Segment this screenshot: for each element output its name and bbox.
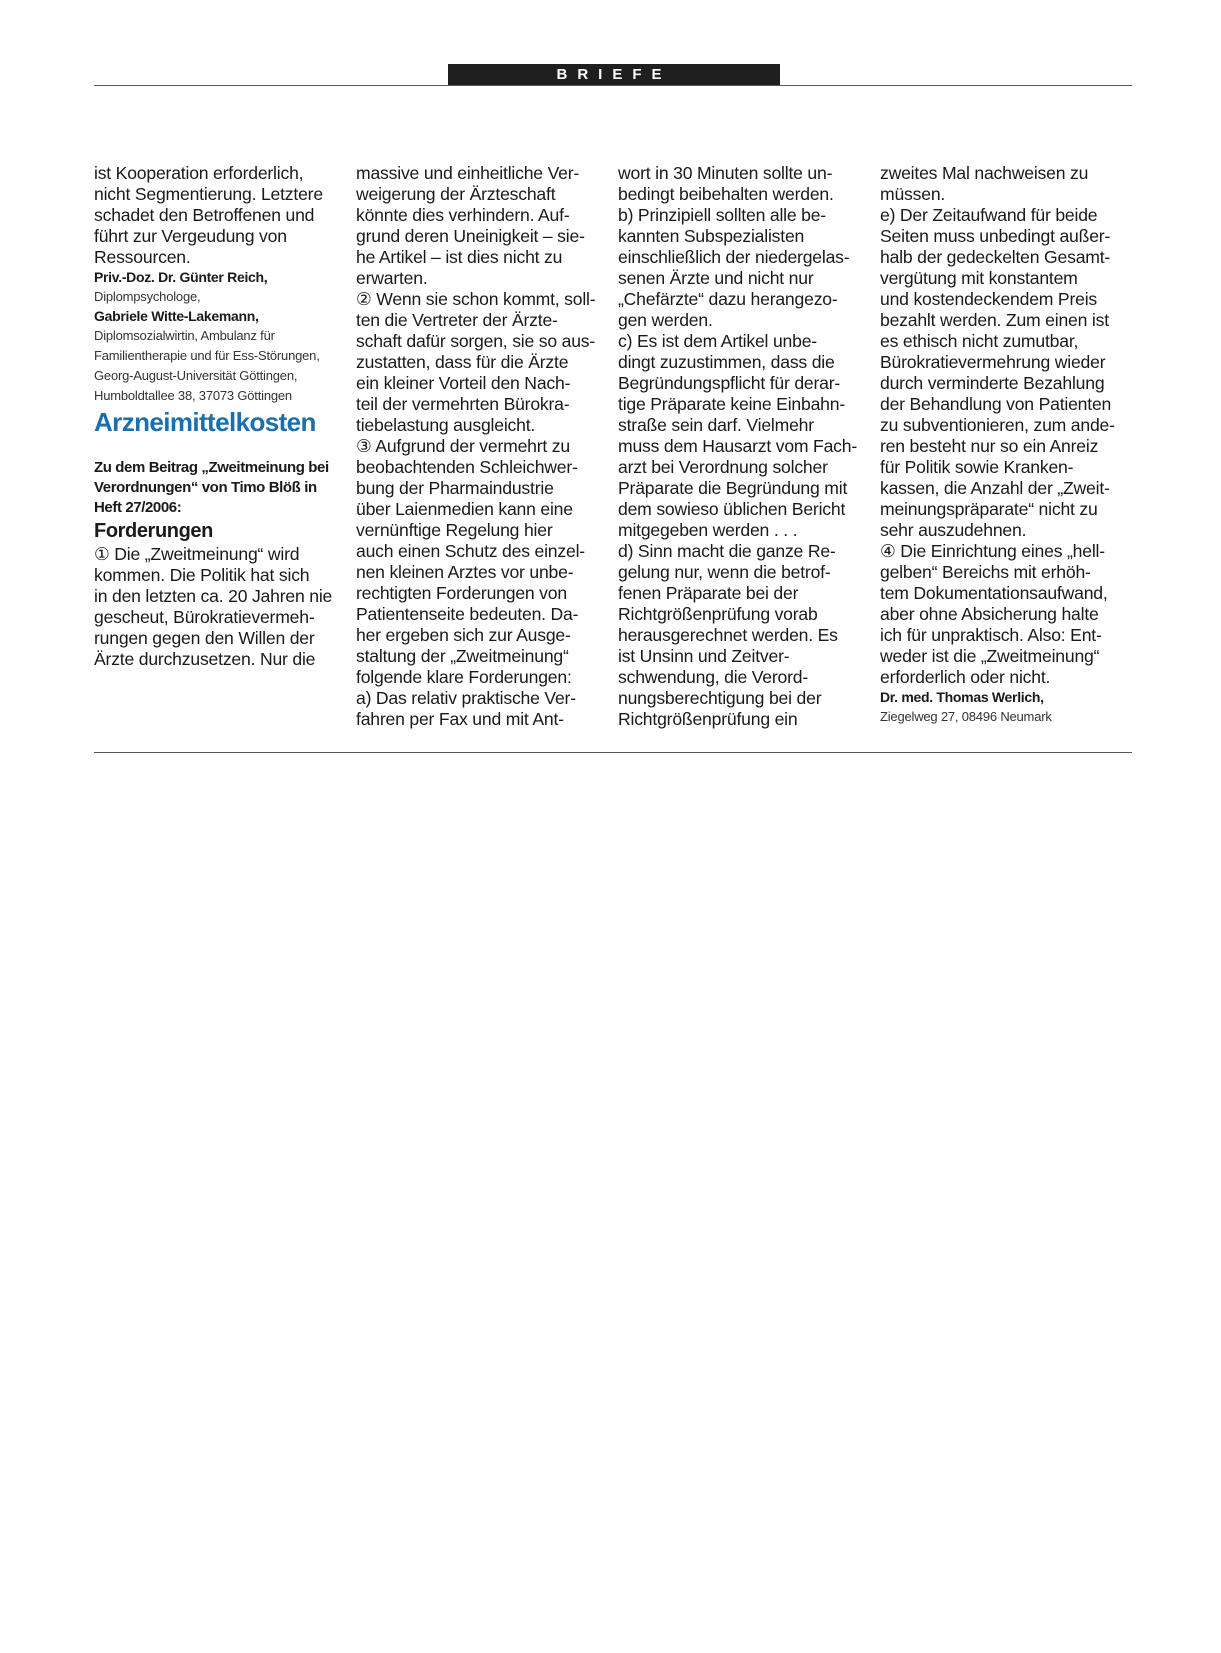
text-line: Präparate die Begründung mit (618, 478, 848, 498)
text-line: erwarten. (356, 268, 428, 288)
text-line: a) Das relativ praktische Ver- (356, 688, 576, 708)
header-rule (94, 85, 1132, 86)
text-line: über Laienmedien kann eine (356, 499, 573, 519)
signature-name: Priv.-Doz. Dr. Günter Reich, (94, 269, 268, 285)
text-line: ④ Die Einrichtung eines „hell- (880, 541, 1105, 561)
text-line: tiebelastung ausgleicht. (356, 415, 536, 435)
text-line: e) Der Zeitaufwand für beide (880, 205, 1098, 225)
signature-role: Diplompsychologe, (94, 289, 201, 304)
column-1 (94, 163, 344, 670)
text-line: fenen Präparate bei der (618, 583, 799, 603)
text-line: d) Sinn macht die ganze Re- (618, 541, 836, 561)
text-line: kommen. Die Politik hat sich (94, 565, 310, 585)
column-2 (356, 163, 606, 730)
reference-line: Verordnungen“ von Timo Blöß in (94, 479, 317, 496)
signature-address-line: Familientherapie und für Ess-Störungen, (94, 348, 320, 363)
text-line: staltung der „Zweitmeinung“ (356, 646, 569, 666)
text-line: gescheut, Bürokratievermeh- (94, 607, 315, 627)
column-4 (880, 163, 1130, 727)
text-line: Richtgrößenprüfung vorab (618, 604, 818, 624)
text-line: bezahlt werden. Zum einen ist (880, 310, 1109, 330)
text-line: arzt bei Verordnung solcher (618, 457, 828, 477)
reference-line: Heft 27/2006: (94, 499, 182, 516)
bottom-rule (94, 752, 1132, 753)
signature-address-line: Diplomsozialwirtin, Ambulanz für (94, 328, 275, 343)
text-line: weigerung der Ärzteschaft (356, 184, 556, 204)
text-line: herausgerechnet werden. Es (618, 625, 838, 645)
text-line: tem Dokumentationsaufwand, (880, 583, 1108, 603)
text-line: aber ohne Absicherung halte (880, 604, 1099, 624)
reference-line: Zu dem Beitrag „Zweitmeinung bei (94, 459, 329, 476)
text-line: b) Prinzipiell sollten alle be- (618, 205, 826, 225)
section-tag: BRIEFE (448, 64, 780, 85)
text-line: zu subventionieren, zum ande- (880, 415, 1115, 435)
text-line: sehr auszudehnen. (880, 520, 1027, 540)
text-line: her ergeben sich zur Ausge- (356, 625, 571, 645)
text-line: dem sowieso üblichen Bericht (618, 499, 846, 519)
text-line: der Behandlung von Patienten (880, 394, 1112, 414)
text-line: führt zur Vergeudung von (94, 226, 287, 246)
text-line: zweites Mal nachweisen zu (880, 163, 1089, 183)
text-line: ich für unpraktisch. Also: Ent- (880, 625, 1102, 645)
text-line: zustatten, dass für die Ärzte (356, 352, 569, 372)
text-line: rungen gegen den Willen der (94, 628, 315, 648)
text-line: erforderlich oder nicht. (880, 667, 1051, 687)
text-line: schwendung, die Verord- (618, 667, 809, 687)
text-line: könnte dies verhindern. Auf- (356, 205, 570, 225)
text-line: Begründungspflicht für derar- (618, 373, 841, 393)
signature-address-line: Georg-August-Universität Göttingen, (94, 368, 298, 383)
text-line: gelung nur, wenn die betrof- (618, 562, 831, 582)
text-line: „Chefärzte“ dazu herangezo- (618, 289, 838, 309)
text-line: halb der gedeckelten Gesamt- (880, 247, 1111, 267)
rubric-title: Arzneimittelkosten (94, 407, 316, 437)
text-line: vernünftige Regelung hier (356, 520, 553, 540)
text-line: he Artikel – ist dies nicht zu (356, 247, 563, 267)
signature-address-line: Humboldtallee 38, 37073 Göttingen (94, 388, 292, 403)
text-line: und kostendeckendem Preis (880, 289, 1098, 309)
text-line: massive und einheitliche Ver- (356, 163, 580, 183)
text-line: ren besteht nur so ein Anreiz (880, 436, 1099, 456)
text-line: nungsberechtigung bei der (618, 688, 822, 708)
column-3 (618, 163, 868, 730)
text-line: wort in 30 Minuten sollte un- (618, 163, 833, 183)
text-line: c) Es ist dem Artikel unbe- (618, 331, 817, 351)
text-line: straße sein darf. Vielmehr (618, 415, 814, 435)
text-line: Patientenseite bedeuten. Da- (356, 604, 579, 624)
text-line: ① Die „Zweitmeinung“ wird (94, 544, 300, 564)
signature-address-line: Ziegelweg 27, 08496 Neumark (880, 709, 1052, 724)
text-line: müssen. (880, 184, 946, 204)
text-line: ist Unsinn und Zeitver- (618, 646, 790, 666)
text-line: kassen, die Anzahl der „Zweit- (880, 478, 1110, 498)
text-line: meinungspräparate“ nicht zu (880, 499, 1098, 519)
text-line: ein kleiner Vorteil den Nach- (356, 373, 571, 393)
text-line: weder ist die „Zweitmeinung“ (880, 646, 1100, 666)
text-line: für Politik sowie Kranken- (880, 457, 1074, 477)
text-line: tige Präparate keine Einbahn- (618, 394, 845, 414)
text-line: gelben“ Bereichs mit erhöh- (880, 562, 1091, 582)
text-line: ten die Vertreter der Ärzte- (356, 310, 558, 330)
text-line: Ressourcen. (94, 247, 191, 267)
text-line: Ärzte durchzusetzen. Nur die (94, 649, 316, 669)
text-line: durch verminderte Bezahlung (880, 373, 1105, 393)
text-line: kannten Subspezialisten (618, 226, 805, 246)
text-line: Richtgrößenprüfung ein (618, 709, 798, 729)
text-line: Seiten muss unbedingt außer- (880, 226, 1111, 246)
text-line: schadet den Betroffenen und (94, 205, 315, 225)
text-line: mitgegeben werden . . . (618, 520, 798, 540)
text-line: muss dem Hausarzt vom Fach- (618, 436, 858, 456)
letter-heading: Forderungen (94, 520, 213, 542)
text-line: teil der vermehrten Bürokra- (356, 394, 570, 414)
text-line: bedingt beibehalten werden. (618, 184, 834, 204)
text-line: Bürokratievermehrung wieder (880, 352, 1106, 372)
text-line: fahren per Fax und mit Ant- (356, 709, 564, 729)
text-line: beobachtenden Schleichwer- (356, 457, 578, 477)
text-line: folgende klare Forderungen: (356, 667, 572, 687)
text-line: auch einen Schutz des einzel- (356, 541, 585, 561)
text-line: schaft dafür sorgen, sie so aus- (356, 331, 596, 351)
text-line: rechtigten Forderungen von (356, 583, 567, 603)
text-line: gen werden. (618, 310, 713, 330)
text-line: nen kleinen Arztes vor unbe- (356, 562, 574, 582)
text-line: ③ Aufgrund der vermehrt zu (356, 436, 570, 456)
text-line: grund deren Uneinigkeit – sie- (356, 226, 585, 246)
text-line: senen Ärzte und nicht nur (618, 268, 814, 288)
text-line: ② Wenn sie schon kommt, soll- (356, 289, 596, 309)
text-line: es ethisch nicht zumutbar, (880, 331, 1079, 351)
signature-name: Gabriele Witte-Lakemann, (94, 308, 259, 324)
text-line: in den letzten ca. 20 Jahren nie (94, 586, 333, 606)
article-reference (94, 458, 344, 518)
text-line: einschließlich der niedergelas- (618, 247, 850, 267)
signature-name: Dr. med. Thomas Werlich, (880, 689, 1044, 705)
text-line: ist Kooperation erforderlich, (94, 163, 304, 183)
text-line: nicht Segmentierung. Letztere (94, 184, 323, 204)
text-line: vergütung mit konstantem (880, 268, 1078, 288)
text-line: dingt zuzustimmen, dass die (618, 352, 835, 372)
text-line: bung der Pharmaindustrie (356, 478, 554, 498)
